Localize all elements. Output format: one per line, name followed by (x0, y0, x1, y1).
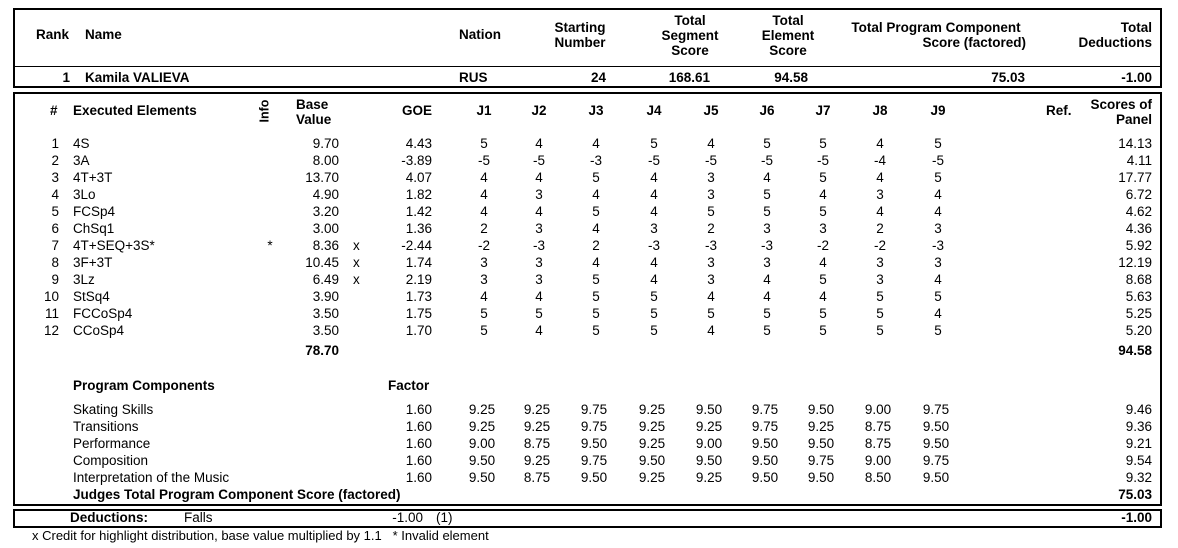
component-factor: 1.60 (405, 402, 432, 417)
skater-component-score: 75.03 (991, 70, 1025, 85)
component-name: Transitions (73, 419, 139, 434)
component-judge-score: 9.50 (751, 470, 779, 485)
component-judge-score: 8.75 (864, 419, 892, 434)
element-judge-score: 4 (876, 170, 884, 185)
starting-number-header: Starting Number (554, 20, 606, 50)
element-base-value: 8.36 (312, 238, 339, 253)
element-judge-score: -5 (477, 153, 490, 168)
component-judge-score: 9.50 (695, 402, 723, 417)
element-judge-score: 5 (819, 272, 827, 287)
segment-score-header: Total Segment Score (661, 13, 719, 58)
element-judge-score: 3 (876, 272, 884, 287)
component-judge-score: 9.00 (695, 436, 723, 451)
component-judge-score: 9.50 (580, 436, 608, 451)
deductions-value: -1.00 (392, 510, 423, 525)
element-judge-score: 4 (480, 204, 488, 219)
element-judge-score: 4 (707, 289, 715, 304)
element-base-value: 3.90 (312, 289, 339, 304)
element-judge-score: 5 (876, 289, 884, 304)
element-judge-score: 5 (934, 323, 942, 338)
component-judge-score: 9.50 (580, 470, 608, 485)
element-judge-score: 4 (876, 204, 884, 219)
element-name: FCSp4 (73, 204, 116, 219)
element-goe: 1.75 (405, 306, 432, 321)
element-number: 4 (51, 187, 59, 202)
component-factor: 1.60 (405, 470, 432, 485)
element-judge-score: 3 (763, 255, 771, 270)
element-judge-score: 4 (535, 204, 543, 219)
elements-total-score: 94.58 (1118, 343, 1152, 358)
element-judge-score: 5 (763, 204, 771, 219)
element-goe: -3.89 (401, 153, 432, 168)
element-credit-mark: x (353, 272, 360, 287)
element-judge-score: 4 (592, 255, 600, 270)
num-header: # (50, 103, 58, 118)
element-judge-score: 3 (876, 255, 884, 270)
element-name: CCoSp4 (73, 323, 125, 338)
component-judge-score: 9.25 (523, 402, 551, 417)
element-judge-score: 2 (876, 221, 884, 236)
element-base-value: 8.00 (312, 153, 339, 168)
judge-header-5: J5 (703, 103, 719, 118)
element-name: 4S (73, 136, 90, 151)
name-header: Name (85, 27, 122, 42)
component-judge-score: 9.50 (807, 436, 835, 451)
element-judge-score: 3 (535, 221, 543, 236)
component-panel-score: 9.21 (1125, 436, 1152, 451)
element-judge-score: 4 (535, 136, 543, 151)
nation-header: Nation (459, 27, 501, 42)
element-judge-score: 3 (480, 272, 488, 287)
element-judge-score: 5 (592, 306, 600, 321)
component-judge-score: 9.75 (922, 402, 950, 417)
goe-header: GOE (401, 103, 432, 118)
element-name: FCCoSp4 (73, 306, 133, 321)
element-number: 12 (43, 323, 59, 338)
element-number: 7 (51, 238, 59, 253)
component-panel-score: 9.32 (1125, 470, 1152, 485)
component-judge-score: 8.75 (523, 436, 551, 451)
component-name: Skating Skills (73, 402, 154, 417)
element-judge-score: -3 (704, 238, 717, 253)
element-name: 3A (73, 153, 90, 168)
element-judge-score: 4 (707, 136, 715, 151)
element-judge-score: 4 (819, 289, 827, 304)
element-judge-score: 5 (592, 272, 600, 287)
element-judge-score: 5 (480, 306, 488, 321)
component-judge-score: 9.75 (580, 419, 608, 434)
component-judge-score: 8.50 (864, 470, 892, 485)
judge-header-3: J3 (588, 103, 604, 118)
element-judge-score: 5 (592, 204, 600, 219)
element-judge-score: 5 (819, 136, 827, 151)
deductions-count: (1) (436, 510, 453, 525)
component-name: Performance (73, 436, 151, 451)
judge-header-8: J8 (872, 103, 888, 118)
element-judge-score: -2 (477, 238, 490, 253)
element-base-value: 3.20 (312, 204, 339, 219)
component-judge-score: 9.00 (864, 402, 892, 417)
element-goe: 4.43 (405, 136, 432, 151)
element-judge-score: 5 (650, 306, 658, 321)
component-judge-score: 9.75 (580, 402, 608, 417)
element-judge-score: -3 (589, 153, 602, 168)
component-judge-score: 9.75 (580, 453, 608, 468)
element-name: 4T+3T (73, 170, 113, 185)
element-judge-score: -5 (816, 153, 829, 168)
component-judge-score: 9.25 (523, 453, 551, 468)
element-judge-score: 4 (650, 170, 658, 185)
element-panel-score: 5.92 (1125, 238, 1152, 253)
rank-header: Rank (36, 27, 70, 42)
element-judge-score: 4 (934, 306, 942, 321)
info-header: Info (257, 99, 272, 123)
base-value-header: Base Value (296, 97, 332, 127)
element-panel-score: 5.25 (1125, 306, 1152, 321)
element-panel-score: 14.13 (1118, 136, 1152, 151)
element-judge-score: 5 (819, 323, 827, 338)
elements-total-base-value: 78.70 (305, 343, 339, 358)
element-judge-score: 3 (650, 221, 658, 236)
element-score-header: Total Element Score (761, 13, 815, 58)
element-judge-score: 5 (650, 323, 658, 338)
element-judge-score: -3 (931, 238, 944, 253)
element-judge-score: -2 (873, 238, 886, 253)
deductions-total: -1.00 (1121, 510, 1152, 525)
component-judge-score: 9.50 (807, 402, 835, 417)
component-judge-score: 9.00 (468, 436, 496, 451)
element-panel-score: 5.63 (1125, 289, 1152, 304)
element-judge-score: 4 (480, 289, 488, 304)
skater-nation: RUS (459, 70, 488, 85)
skater-element-score: 94.58 (774, 70, 808, 85)
element-goe: 1.42 (405, 204, 432, 219)
component-judge-score: 9.50 (922, 470, 950, 485)
element-judge-score: 5 (819, 204, 827, 219)
element-judge-score: 5 (480, 136, 488, 151)
element-base-value: 6.49 (312, 272, 339, 287)
element-base-value: 9.70 (312, 136, 339, 151)
element-judge-score: 4 (480, 170, 488, 185)
element-base-value: 3.50 (312, 306, 339, 321)
element-judge-score: 5 (819, 306, 827, 321)
element-judge-score: 4 (650, 255, 658, 270)
component-judge-score: 9.25 (807, 419, 835, 434)
component-judge-score: 9.75 (807, 453, 835, 468)
deductions-label: Deductions: (70, 510, 149, 525)
element-judge-score: 5 (707, 306, 715, 321)
element-judge-score: 4 (934, 187, 942, 202)
element-panel-score: 4.62 (1125, 204, 1152, 219)
component-judge-score: 8.75 (523, 470, 551, 485)
footnote: x Credit for highlight distribution, base value multiplied by 1.1 * Invalid element (32, 528, 489, 543)
component-judge-score: 9.75 (751, 419, 779, 434)
factor-header: Factor (388, 378, 430, 393)
components-total-score: 75.03 (1118, 487, 1152, 502)
element-judge-score: 4 (650, 204, 658, 219)
element-judge-score: 4 (707, 323, 715, 338)
element-credit-mark: x (353, 238, 360, 253)
element-judge-score: 5 (650, 289, 658, 304)
scores-of-panel-header: Scores of Panel (1090, 97, 1152, 127)
element-panel-score: 5.20 (1125, 323, 1152, 338)
element-number: 10 (43, 289, 59, 304)
component-judge-score: 9.50 (922, 436, 950, 451)
summary-divider (13, 66, 1162, 67)
element-panel-score: 4.36 (1125, 221, 1152, 236)
element-judge-score: 5 (934, 289, 942, 304)
element-number: 3 (51, 170, 59, 185)
element-number: 6 (51, 221, 59, 236)
element-base-value: 13.70 (305, 170, 339, 185)
element-panel-score: 4.11 (1126, 153, 1152, 168)
component-judge-score: 9.75 (751, 402, 779, 417)
component-factor: 1.60 (405, 453, 432, 468)
element-goe: 1.82 (405, 187, 432, 202)
component-judge-score: 9.25 (638, 402, 666, 417)
element-judge-score: 5 (934, 136, 942, 151)
element-judge-score: 3 (535, 272, 543, 287)
element-number: 2 (51, 153, 59, 168)
element-goe: 1.74 (405, 255, 432, 270)
element-judge-score: 3 (819, 221, 827, 236)
element-judge-score: -3 (647, 238, 660, 253)
element-judge-score: 2 (707, 221, 715, 236)
element-base-value: 4.90 (312, 187, 339, 202)
element-judge-score: 4 (934, 204, 942, 219)
element-info: * (267, 238, 273, 253)
element-panel-score: 17.77 (1118, 170, 1152, 185)
element-number: 9 (51, 272, 59, 287)
element-name: ChSq1 (73, 221, 115, 236)
element-judge-score: 4 (650, 187, 658, 202)
component-judge-score: 8.75 (864, 436, 892, 451)
component-judge-score: 9.25 (638, 419, 666, 434)
element-name: 3Lo (73, 187, 96, 202)
component-judge-score: 9.50 (751, 436, 779, 451)
element-judge-score: 5 (592, 289, 600, 304)
element-judge-score: 3 (763, 221, 771, 236)
component-judge-score: 9.50 (695, 453, 723, 468)
element-judge-score: 4 (934, 272, 942, 287)
element-judge-score: 5 (763, 306, 771, 321)
component-panel-score: 9.46 (1125, 402, 1152, 417)
element-judge-score: 5 (535, 306, 543, 321)
element-judge-score: 4 (819, 255, 827, 270)
element-judge-score: 4 (592, 136, 600, 151)
judge-header-6: J6 (759, 103, 775, 118)
element-goe: 1.73 (405, 289, 432, 304)
component-judge-score: 9.00 (864, 453, 892, 468)
component-panel-score: 9.36 (1125, 419, 1152, 434)
component-judge-score: 9.25 (695, 419, 723, 434)
element-judge-score: 3 (707, 187, 715, 202)
element-judge-score: 4 (535, 170, 543, 185)
element-judge-score: 5 (480, 323, 488, 338)
element-name: 4T+SEQ+3S* (73, 238, 155, 253)
element-judge-score: 4 (876, 136, 884, 151)
judge-header-4: J4 (646, 103, 662, 118)
element-judge-score: 3 (707, 170, 715, 185)
element-judge-score: 5 (592, 323, 600, 338)
element-base-value: 10.45 (305, 255, 339, 270)
element-goe: 1.70 (405, 323, 432, 338)
skater-starting-number: 24 (590, 70, 606, 85)
component-judge-score: 9.25 (695, 470, 723, 485)
skater-rank: 1 (62, 70, 70, 85)
component-judge-score: 9.25 (468, 402, 496, 417)
element-goe: 1.36 (405, 221, 432, 236)
element-judge-score: -5 (704, 153, 717, 168)
element-judge-score: 5 (819, 170, 827, 185)
component-judge-score: 9.50 (751, 453, 779, 468)
component-factor: 1.60 (405, 436, 432, 451)
element-judge-score: 3 (480, 255, 488, 270)
program-components-header: Program Components (73, 378, 215, 393)
component-judge-score: 9.75 (922, 453, 950, 468)
element-judge-score: 2 (592, 238, 600, 253)
element-judge-score: 3 (934, 221, 942, 236)
element-number: 11 (44, 306, 59, 321)
element-judge-score: -5 (532, 153, 545, 168)
skater-segment-score: 168.61 (668, 70, 710, 85)
element-judge-score: -5 (931, 153, 944, 168)
component-judge-score: 9.50 (638, 453, 666, 468)
judge-header-1: J1 (476, 103, 492, 118)
component-judge-score: 9.25 (638, 470, 666, 485)
skater-name: Kamila VALIEVA (85, 70, 190, 85)
skater-deductions: -1.00 (1121, 70, 1152, 85)
element-judge-score: 4 (480, 187, 488, 202)
element-judge-score: -3 (760, 238, 773, 253)
components-total-label: Judges Total Program Component Score (factored) (73, 487, 401, 502)
element-panel-score: 8.68 (1125, 272, 1152, 287)
element-name: 3F+3T (73, 255, 113, 270)
element-judge-score: 3 (707, 272, 715, 287)
component-panel-score: 9.54 (1125, 453, 1152, 468)
element-name: 3Lz (73, 272, 95, 287)
element-judge-score: 3 (876, 187, 884, 202)
component-judge-score: 9.50 (468, 453, 496, 468)
element-judge-score: 5 (876, 306, 884, 321)
element-judge-score: 5 (763, 323, 771, 338)
element-judge-score: 5 (707, 204, 715, 219)
element-panel-score: 6.72 (1125, 187, 1152, 202)
component-score-header: Total Program Component Score (factored) (851, 20, 1026, 50)
element-judge-score: 4 (535, 323, 543, 338)
element-judge-score: 5 (876, 323, 884, 338)
element-panel-score: 12.19 (1118, 255, 1152, 270)
element-judge-score: 5 (650, 136, 658, 151)
ref-header: Ref. (1046, 103, 1072, 118)
element-judge-score: -3 (532, 238, 545, 253)
element-judge-score: 3 (535, 187, 543, 202)
element-judge-score: -5 (760, 153, 773, 168)
element-judge-score: 3 (707, 255, 715, 270)
executed-elements-header: Executed Elements (73, 103, 197, 118)
judge-header-7: J7 (815, 103, 831, 118)
element-base-value: 3.00 (312, 221, 339, 236)
element-base-value: 3.50 (312, 323, 339, 338)
element-judge-score: 4 (763, 170, 771, 185)
component-judge-score: 9.50 (807, 470, 835, 485)
element-name: StSq4 (73, 289, 110, 304)
element-judge-score: -2 (816, 238, 829, 253)
element-judge-score: -4 (873, 153, 886, 168)
element-goe: 2.19 (405, 272, 432, 287)
deductions-type: Falls (184, 510, 213, 525)
component-name: Interpretation of the Music (73, 470, 230, 485)
element-judge-score: 5 (763, 136, 771, 151)
element-number: 1 (51, 136, 59, 151)
element-judge-score: 5 (763, 187, 771, 202)
component-factor: 1.60 (405, 419, 432, 434)
element-judge-score: 4 (535, 289, 543, 304)
element-credit-mark: x (353, 255, 360, 270)
element-number: 8 (51, 255, 59, 270)
judge-header-9: J9 (930, 103, 946, 118)
component-judge-score: 9.25 (468, 419, 496, 434)
element-goe: 4.07 (405, 170, 432, 185)
judge-header-2: J2 (531, 103, 547, 118)
element-judge-score: 4 (650, 272, 658, 287)
element-number: 5 (51, 204, 59, 219)
element-judge-score: 3 (934, 255, 942, 270)
element-judge-score: 2 (480, 221, 488, 236)
component-judge-score: 9.50 (468, 470, 496, 485)
element-judge-score: 4 (763, 289, 771, 304)
element-judge-score: 3 (535, 255, 543, 270)
component-name: Composition (73, 453, 149, 468)
component-judge-score: 9.50 (922, 419, 950, 434)
element-judge-score: 4 (592, 187, 600, 202)
element-judge-score: 4 (819, 187, 827, 202)
element-judge-score: 4 (763, 272, 771, 287)
element-judge-score: 5 (934, 170, 942, 185)
component-judge-score: 9.25 (638, 436, 666, 451)
element-judge-score: 4 (592, 221, 600, 236)
element-judge-score: 5 (592, 170, 600, 185)
deductions-header: Total Deductions (1078, 20, 1152, 50)
element-goe: -2.44 (401, 238, 432, 253)
element-judge-score: -5 (647, 153, 660, 168)
component-judge-score: 9.25 (523, 419, 551, 434)
